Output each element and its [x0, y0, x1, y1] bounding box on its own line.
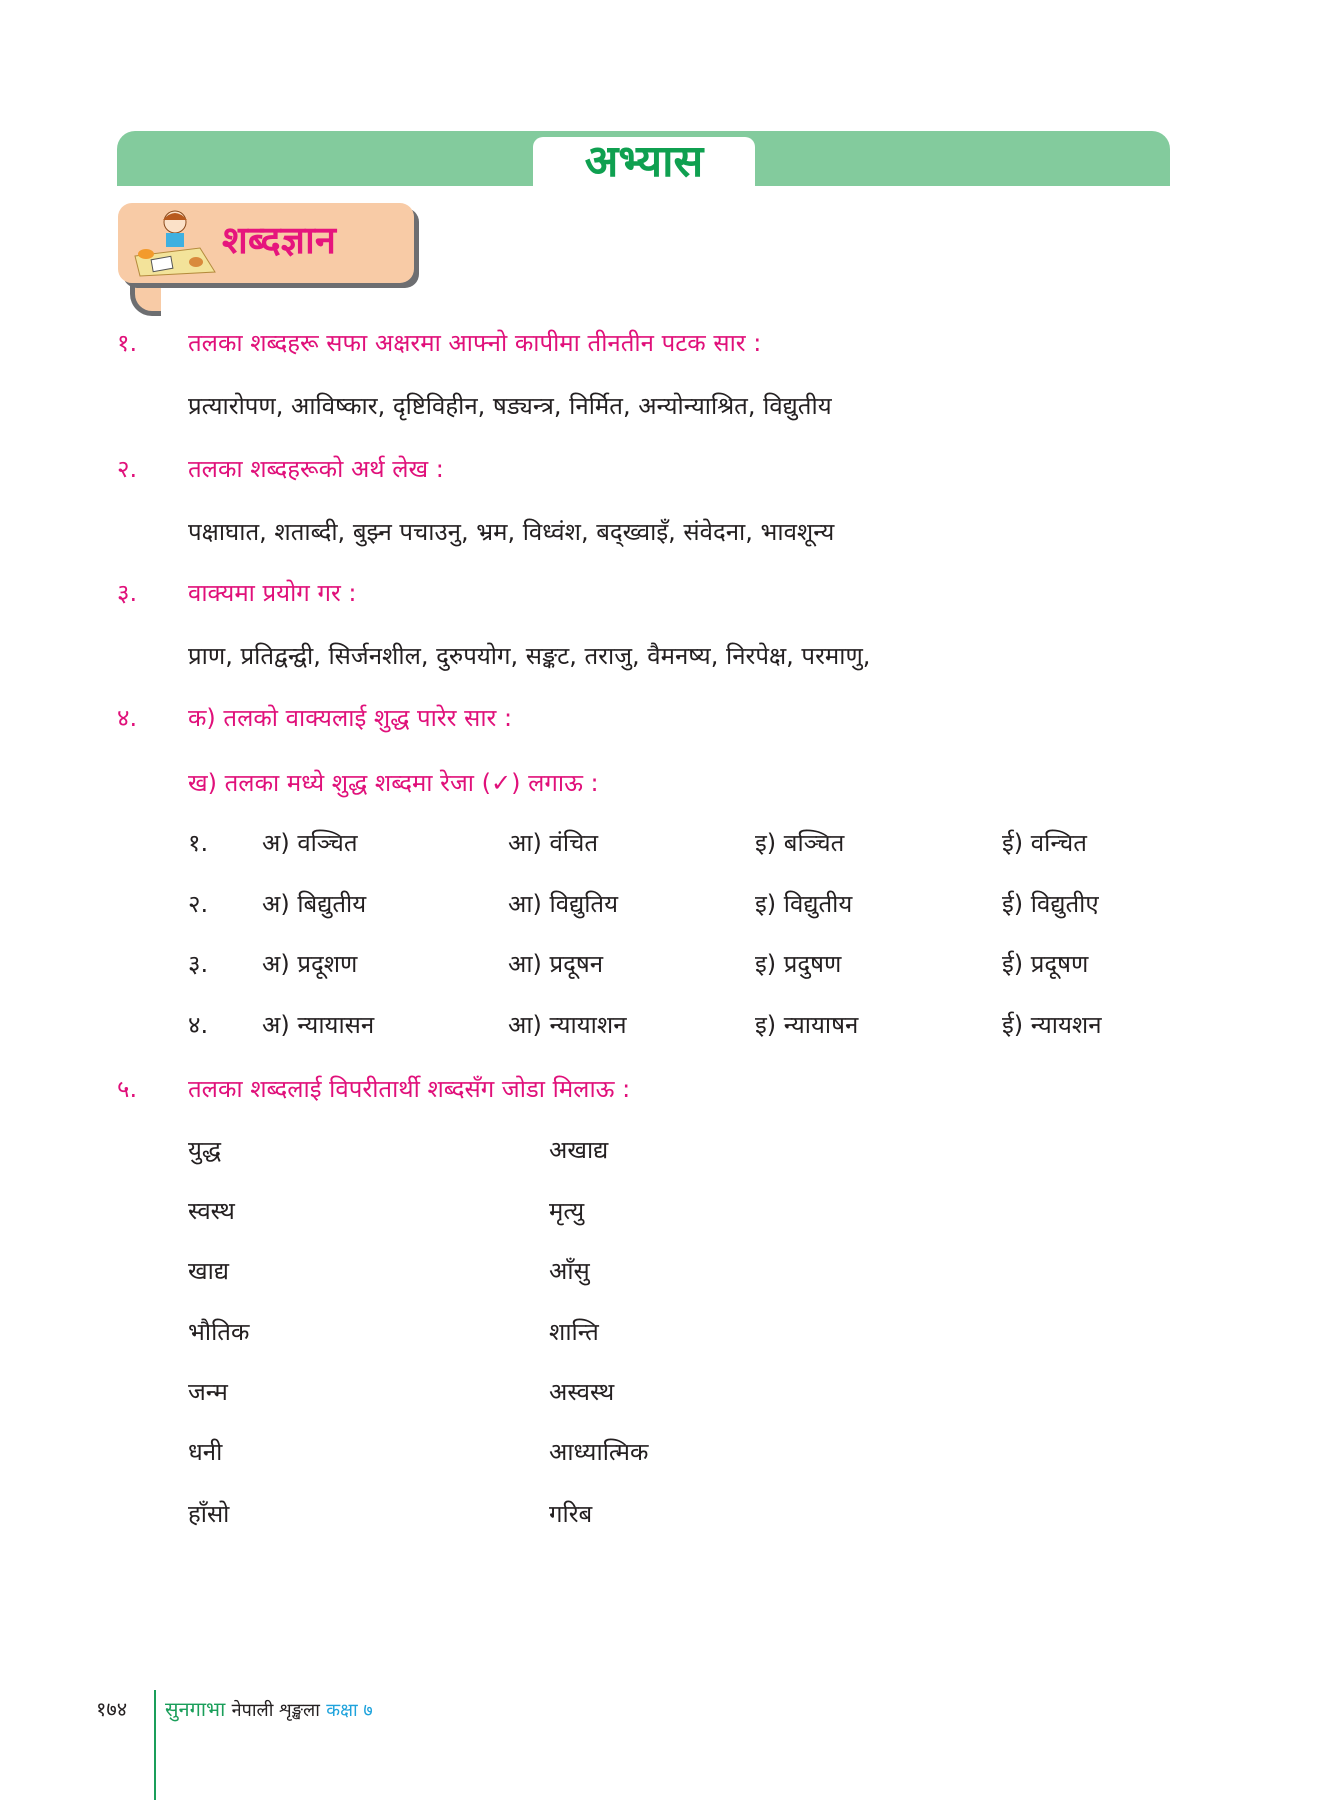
q2-number: २. [117, 455, 138, 483]
q5-right-word: मृत्यु [549, 1197, 585, 1225]
page-number: १७४ [96, 1697, 128, 1721]
footer-series [165, 1695, 373, 1725]
q5-right-word: अखाद्य [549, 1136, 609, 1164]
q4-option: इ) प्रदुषण [755, 950, 842, 978]
q5-left-word: जन्म [188, 1378, 228, 1406]
footer-series-name: नेपाली शृङ्खला [231, 1700, 320, 1721]
q1-number: १. [117, 329, 138, 357]
q4-row-number: ३. [188, 950, 209, 978]
q4-option: आ) प्रदूषन [508, 950, 604, 978]
q4-option: आ) विद्युतिय [508, 890, 619, 918]
footer-divider [154, 1690, 156, 1800]
q4-part-b: ख) तलका मध्ये शुद्ध शब्दमा रेजा (✓) लगाऊ : [188, 769, 599, 797]
q5-left-word: भौतिक [188, 1318, 250, 1346]
q4-option: ई) न्यायशन [1002, 1011, 1102, 1039]
q4-row-number: १. [188, 829, 209, 857]
q4-part-a: क) तलको वाक्यलाई शुद्ध पारेर सार : [188, 704, 513, 732]
q5-right-word: आध्यात्मिक [549, 1438, 649, 1466]
q2-words: पक्षाघात, शताब्दी, बुझ्न पचाउनु, भ्रम, विध्वंश, बद्ख्वाइँ, संवेदना, भावशून्य [188, 518, 835, 546]
q5-right-word: आँसु [549, 1257, 590, 1285]
q5-right-word: शान्ति [549, 1318, 599, 1346]
q4-option: आ) न्यायाशन [508, 1011, 627, 1039]
q4-option: इ) विद्युतीय [755, 890, 853, 918]
q5-left-word: हाँसो [188, 1500, 230, 1528]
q5-right-word: गरिब [549, 1500, 593, 1528]
q5-left-word: युद्ध [188, 1136, 222, 1164]
q4-option: इ) बञ्चित [755, 829, 845, 857]
q4-option: ई) वन्चित [1002, 829, 1087, 857]
q1-prompt: तलका शब्दहरू सफा अक्षरमा आफ्नो कापीमा तीनतीन पटक सार : [188, 329, 762, 357]
q3-prompt: वाक्यमा प्रयोग गर : [188, 579, 357, 607]
footer-brand: सुनगाभा [165, 1697, 226, 1721]
q4-number: ४. [117, 704, 138, 732]
q5-left-word: खाद्य [188, 1257, 229, 1285]
q5-number: ५. [117, 1075, 138, 1103]
page-title: अभ्यास [584, 136, 704, 187]
header-title-tab [533, 137, 755, 187]
q4-option: आ) वंचित [508, 829, 598, 857]
q4-row-number: २. [188, 890, 209, 918]
q4-option: अ) वञ्चित [262, 829, 358, 857]
q4-option: ई) विद्युतीए [1002, 890, 1099, 918]
q5-left-word: धनी [188, 1438, 223, 1466]
q4-option: इ) न्यायाषन [755, 1011, 859, 1039]
q4-option: अ) प्रदूशण [262, 950, 358, 978]
footer-grade: कक्षा ७ [326, 1700, 373, 1721]
q1-words: प्रत्यारोपण, आविष्कार, दृष्टिविहीन, षड्यन्त्र, निर्मित, अन्योन्याश्रित, विद्युतीय [188, 392, 832, 420]
q5-prompt: तलका शब्दलाई विपरीतार्थी शब्दसँग जोडा मिलाऊ : [188, 1075, 631, 1103]
q4-option: अ) न्यायासन [262, 1011, 375, 1039]
q3-words: प्राण, प्रतिद्वन्द्वी, सिर्जनशील, दुरुपयोग, सङ्कट, तराजु, वैमनष्य, निरपेक्ष, परमाणु, [188, 642, 871, 670]
q2-prompt: तलका शब्दहरूको अर्थ लेख : [188, 455, 444, 483]
q5-left-word: स्वस्थ [188, 1197, 235, 1225]
q4-option: अ) बिद्युतीय [262, 890, 367, 918]
q4-row-number: ४. [188, 1011, 209, 1039]
q5-right-word: अस्वस्थ [549, 1378, 615, 1406]
girl-writing-icon [130, 206, 220, 278]
q3-number: ३. [117, 579, 138, 607]
q4-option: ई) प्रदूषण [1002, 950, 1089, 978]
section-badge-label: शब्दज्ञान [222, 218, 336, 262]
